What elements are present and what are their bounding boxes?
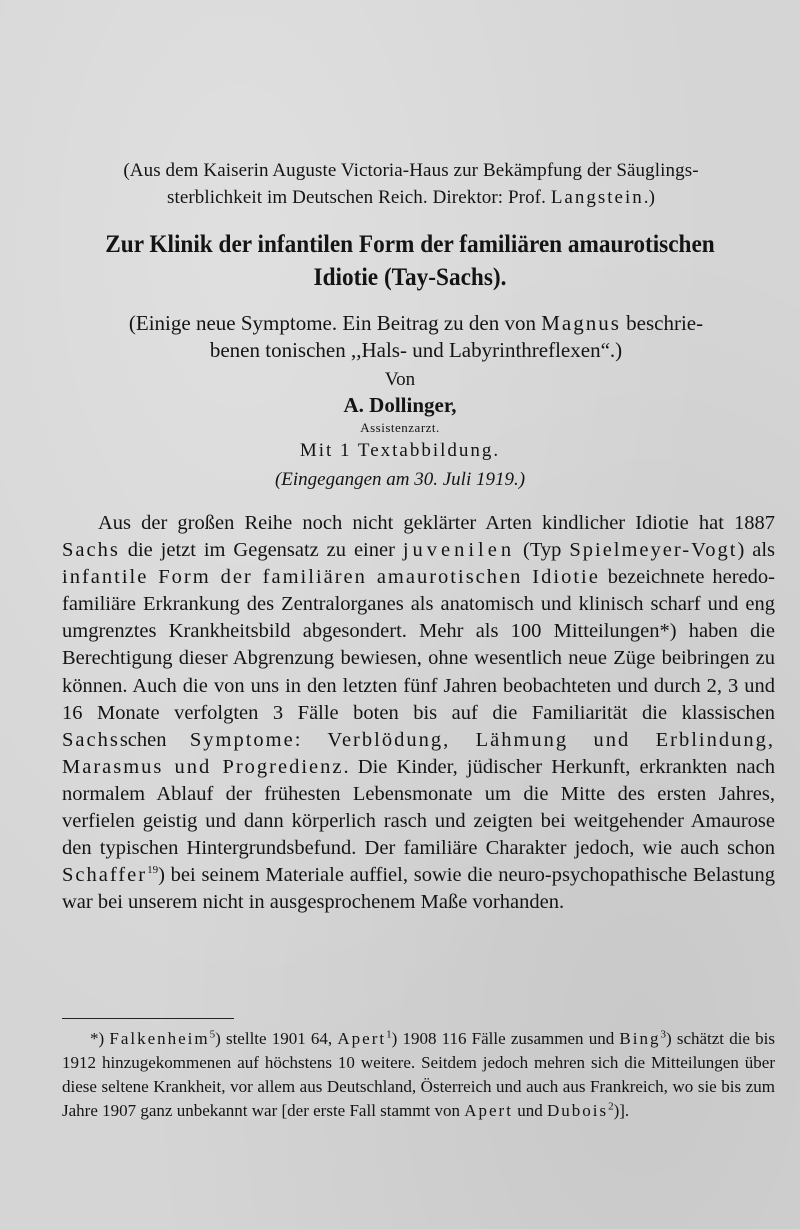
affiliation-line-2-suffix: .) — [643, 187, 656, 208]
body-text: ) bei seinem Materiale auffiel, sowie die neuro-psychopathische Belastung war bei unserem nicht in ausgesprochenem Maße vorhanden. — [62, 864, 775, 914]
reference-number: 2 — [608, 1100, 614, 1113]
subtitle-line-1-prefix: (Einige neue Symptome. Ein Beitrag zu den von — [128, 311, 542, 335]
subtitle-line-1-suffix: beschrie- — [620, 311, 704, 335]
show-through-text — [0, 0, 800, 134]
footnote-mark: *) — [90, 1029, 110, 1048]
article-title — [66, 228, 754, 294]
footnote-text: und — [512, 1101, 547, 1120]
reference-number: 3 — [660, 1028, 666, 1041]
author-ref-apert: Apert — [464, 1101, 513, 1120]
body-text: Aus der großen Reihe noch nicht geklärter Arten kindlicher Idiotie hat 1887 — [98, 512, 775, 534]
footnote — [62, 1027, 775, 1123]
affiliation-line-1: (Aus dem Kaiserin Auguste Victoria-Haus zur Bekämpfung der Säuglings- — [123, 160, 699, 181]
affiliation-line-2-prefix: sterblichkeit im Deutschen Reich. Direktor: Prof. — [166, 187, 551, 208]
emphasis-infantile-form: infantile Form der familiären amaurotischen Idiotie — [62, 566, 600, 589]
emphasis-symptome: Symptome: Verblödung, Lähmung und Erblindung, Marasmus und Progredienz — [62, 728, 775, 778]
footnote-text: )]. — [613, 1101, 630, 1120]
author-ref-dubois: Dubois — [546, 1101, 609, 1120]
footnote-text: ) stellte 1901 64, — [215, 1029, 338, 1048]
article-subtitle — [66, 310, 766, 364]
byline-von: Von — [384, 369, 416, 390]
body-text: . Die Kinder, jüdischer Herkunft, erkrankten nach normalem Ablauf der frühesten Lebensmonate um die Mitte des ersten Jahres, verfielen geistig und dann körperlich rasch und zeigten bei weitgehender Amaurose den typischen Hintergrundsbefund. Der familiäre Charakter jedoch, wie auch schon — [62, 755, 775, 860]
institution-affiliation — [66, 157, 756, 211]
title-line-1: Zur Klinik der infantilen Form der familiären amaurotischen — [105, 231, 715, 258]
footnote-text: ) 1908 116 Fälle zusammen und — [391, 1029, 620, 1048]
footnote-text: ) schätzt die bis 1912 hinzugekommenen auf höchstens 10 weitere. Seitdem jedoch mehren sich die Mitteilungen über diese seltene Krankheit, vor allem aus Deutschland, Österreich und auch aus Frankreich, wo sie bis zum Jahre 1907 ganz unbekannt war [der erste Fall stammt von — [62, 1029, 776, 1120]
reference-number: 1 — [386, 1028, 392, 1041]
author-name: A. Dollinger, — [343, 393, 457, 417]
director-name: Langstein — [550, 187, 644, 208]
reference-number: 5 — [209, 1028, 216, 1041]
body-text: bezeichnete heredo-familiäre Erkrankung des Zentralorganes als anatomisch und klinisch scharf und eng umgrenztes Krankheitsbild abgesondert. Mehr als 100 Mitteilungen*) haben die Berechtigung dieser Abgrenzung bewiesen, ohne wesentlich neue Züge beibringen zu können. Auch die von uns in den letzten fünf Jahren beobachteten und durch 2, 3 und 16 Monate verfolgten 3 Fälle boten bis auf die Familiarität die klassischen — [62, 566, 775, 724]
author-ref-bing: Bing — [619, 1029, 661, 1048]
body-text: (Typ — [515, 539, 570, 562]
reference-number: 19 — [147, 864, 159, 877]
footnote-divider — [62, 1018, 234, 1019]
author-ref-apert: Apert — [337, 1029, 387, 1048]
received-date: (Eingegangen am 30. Juli 1919.) — [274, 469, 526, 490]
author-role: Assistenzarzt. — [360, 420, 440, 435]
author-ref-sachs: Sachs — [62, 539, 120, 562]
author-ref-sachs: Sachs — [62, 728, 120, 751]
title-line-2: Idiotie (Tay-Sachs). — [313, 264, 507, 291]
body-paragraph — [62, 510, 775, 916]
author-ref-spielmeyer-vogt: Spielmeyer-Vogt — [569, 539, 738, 562]
author-ref-schaffer: Schaffer — [62, 864, 148, 887]
figure-count: Mit 1 Textabbildung. — [299, 440, 501, 461]
subtitle-line-2: benen tonischen ,,Hals- und Labyrinthreflexen“.) — [209, 338, 623, 362]
body-text: die jetzt im Gegensatz zu einer — [119, 539, 403, 562]
emphasis-juvenilen: juvenilen — [402, 539, 516, 562]
body-text: schen — [119, 728, 190, 751]
body-text: ) als — [737, 539, 775, 562]
subtitle-name-magnus: Magnus — [541, 311, 621, 335]
author-ref-falkenheim: Falkenheim — [109, 1029, 210, 1048]
